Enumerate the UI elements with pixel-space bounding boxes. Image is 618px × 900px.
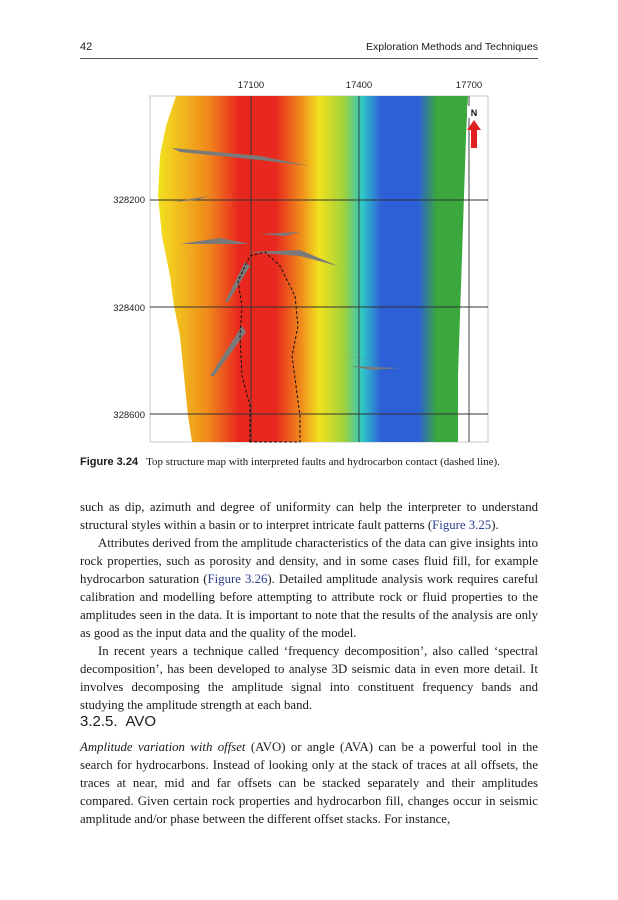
caption-text: Top structure map with interpreted faults and hydrocarbon contact (dashed line). xyxy=(146,456,500,468)
structure-map xyxy=(100,76,500,448)
section-title: AVO xyxy=(125,713,157,730)
section-heading xyxy=(80,713,156,730)
body-text xyxy=(80,498,538,714)
y-tick-label: 328200 xyxy=(113,195,145,206)
structure-map-figure xyxy=(100,76,500,448)
section-number: 3.2.5. xyxy=(80,713,118,730)
y-tick-label: 328600 xyxy=(113,410,145,421)
avo-text xyxy=(80,738,538,828)
figure-label: Figure 3.24 xyxy=(80,456,139,468)
amplitude-surface xyxy=(158,96,468,442)
x-tick-label: 17400 xyxy=(345,80,373,91)
figure-caption xyxy=(80,456,540,468)
paragraph: such as dip, azimuth and degree of uniformity can help the interpreter to understand structural styles within a basin or to interpret intricate fault patterns (Figure 3.25). xyxy=(80,500,538,532)
running-header xyxy=(80,40,538,59)
paragraph: Amplitude variation with offset (AVO) or angle (AVA) can be a powerful tool in the search for hydrocarbons. Instead of looking only at the stack of traces at all offsets, the traces at near, mid and far offsets can be stacked separately and their amplitudes compared. Given certain rock properties and hydrocarbon fill, changes occur in seismic amplitude and/or phase between the different offset stacks. For instance, xyxy=(80,740,538,826)
figure-reference-link[interactable]: Figure 3.25 xyxy=(432,518,492,532)
x-tick-label: 17100 xyxy=(237,80,265,91)
page-number: 42 xyxy=(80,41,93,53)
running-title: Exploration Methods and Techniques xyxy=(365,41,538,53)
x-tick-label: 17700 xyxy=(455,80,483,91)
paragraph: In recent years a technique called ‘frequency decomposition’, also called ‘spectral decomposition’, has been developed to analyse 3D seismic data in even more detail. It involves decomposing the amplitude signal into constituent frequency bands and studying the amplitude strength at each band. xyxy=(80,644,538,712)
italic-term: Amplitude variation with offset xyxy=(80,740,246,754)
north-label: N xyxy=(470,108,478,118)
figure-reference-link[interactable]: Figure 3.26 xyxy=(207,572,268,586)
paragraph: Attributes derived from the amplitude characteristics of the data can give insights into rock properties, such as porosity and density, and in some cases fluid fill, for example hydrocarbon saturation (Figure 3.26). Detailed amplitude analysis work requires careful calibration and modelling before attempting to attribute rock or fluid properties to the amplitudes seen in the data. It is important to note that the results of the analysis are only as good as the input data and the quality of the model. xyxy=(80,536,539,640)
y-tick-label: 328400 xyxy=(113,303,145,314)
